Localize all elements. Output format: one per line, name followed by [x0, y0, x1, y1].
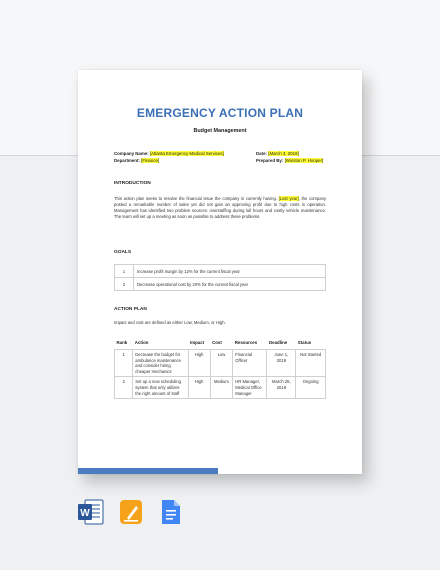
- department-row: [114, 158, 224, 165]
- word-icon[interactable]: [78, 498, 102, 526]
- department-value: [Finance]: [141, 157, 160, 163]
- action-plan-heading: ACTION PLAN: [114, 307, 147, 312]
- pages-icon[interactable]: [119, 498, 143, 526]
- document-subtitle: Budget Management: [193, 128, 247, 134]
- cell-resources: HR Manager, Medical Office Manager: [233, 377, 267, 399]
- action-plan-intro: Impact and cost are defined as either Low, Medium, or High.: [114, 320, 226, 325]
- prepared-value: [Winston P. Hooper]: [284, 157, 324, 163]
- introduction-heading: INTRODUCTION: [114, 181, 151, 186]
- prepared-label: Prepared By:: [256, 157, 284, 163]
- cell-deadline: March 25, 2019: [267, 377, 296, 399]
- cell-resources: Financial Officer: [233, 350, 267, 377]
- prepared-row: [256, 158, 323, 165]
- intro-highlight: [Last year]: [278, 196, 299, 201]
- cell-impact: High: [188, 377, 210, 399]
- col-cost: Cost: [210, 335, 233, 350]
- cell-cost: Medium: [210, 377, 233, 399]
- goal-number: 2: [115, 278, 134, 291]
- action-plan-table: [114, 335, 326, 399]
- goal-text: Increase profit margin by 12% for the current fiscal year: [134, 265, 326, 278]
- col-impact: Impact: [188, 335, 210, 350]
- col-status: Status: [296, 335, 326, 350]
- goal-row: [115, 265, 326, 278]
- google-docs-icon[interactable]: [160, 498, 184, 526]
- document-title: EMERGENCY ACTION PLAN: [136, 106, 304, 120]
- goals-table: [114, 264, 326, 291]
- table-row: [115, 377, 326, 399]
- svg-text:W: W: [80, 508, 90, 519]
- col-resources: Resources: [233, 335, 267, 350]
- goals-heading: GOALS: [114, 250, 132, 255]
- cell-cost: Low: [210, 350, 233, 377]
- date-value: [March 3, 2019]: [268, 151, 299, 156]
- action-plan-header-row: [115, 335, 326, 350]
- intro-text-before: This action plan seeks to resolve the financial issue the company is currently having.: [114, 196, 277, 201]
- cell-action: Decrease the budget for ambulance maintenance and consider hiring cheaper mechanics: [133, 350, 188, 377]
- company-value: [Atlanta Emergency Medical Services]: [149, 151, 224, 156]
- col-rank: Rank: [115, 335, 133, 350]
- cell-status: Not Started: [296, 350, 326, 377]
- cell-rank: 1: [115, 350, 133, 377]
- goal-text: Decrease operational cost by 20% for the current fiscal year: [134, 278, 326, 291]
- date-label: Date:: [256, 151, 267, 156]
- cell-rank: 2: [115, 377, 133, 399]
- meta-left: [114, 151, 224, 164]
- goal-row: [115, 278, 326, 291]
- cell-deadline: June 1, 2019: [267, 350, 296, 377]
- introduction-text: [114, 196, 326, 220]
- col-deadline: Deadline: [267, 335, 296, 350]
- cell-action: Set up a new scheduling system that only utilizes the right amount of staff: [133, 377, 188, 399]
- col-action: Action: [133, 335, 188, 350]
- cell-impact: High: [188, 350, 210, 377]
- document-page: [78, 70, 362, 474]
- cell-status: Ongoing: [296, 377, 326, 399]
- intro-text-after: , the company posted a remarkable number of sales yet did not gain an approving profit due to high costs in operation. Management has identified two problem sources: overstaffing during lull hours and costly vehicle maintenance. The team will set up a meeting as soon as possible to address these problems.: [114, 196, 326, 220]
- meta-right: [256, 151, 323, 164]
- company-label: Company Name:: [114, 151, 149, 156]
- goal-number: 1: [115, 265, 134, 278]
- format-icons: [0, 498, 440, 528]
- table-row: [115, 350, 326, 377]
- page-accent-bar: [78, 468, 218, 474]
- department-label: Department:: [114, 157, 140, 163]
